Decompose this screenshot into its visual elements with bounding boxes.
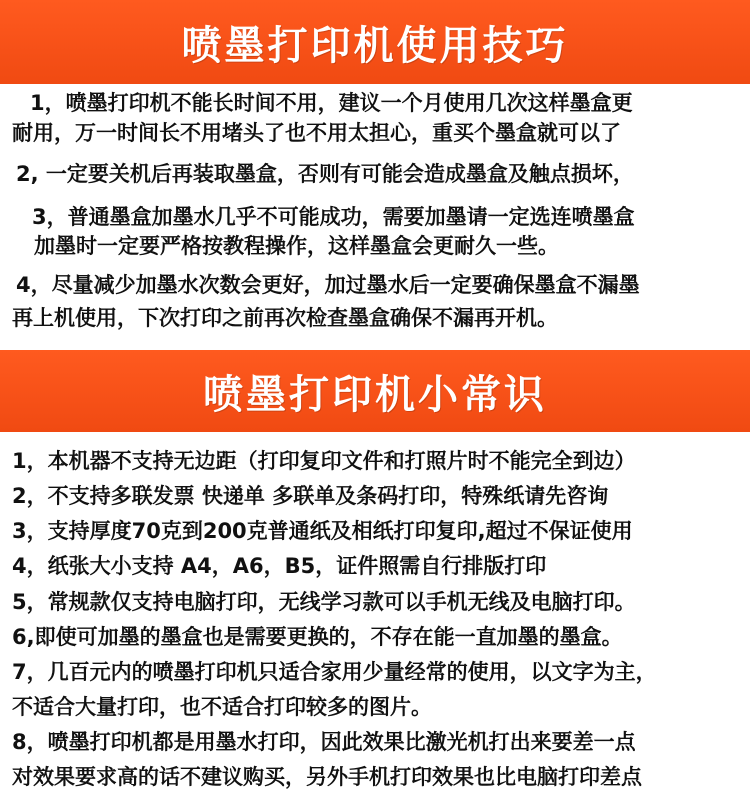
section-title-basics: 喷墨打印机小常识 xyxy=(203,371,547,418)
tip-line: 耐用，万一时间长不用堵头了也不用太担心，重买个墨盒就可以了 xyxy=(12,121,621,145)
fact-line: 7，几百元内的喷墨打印机只适合家用少量经常的使用，以文字为主， xyxy=(12,660,657,684)
fact-line: 8，喷墨打印机都是用墨水打印，因此效果比激光机打出来要差一点 xyxy=(12,730,636,754)
fact-line: 2，不支持多联发票 快递单 多联单及条码打印，特殊纸请先咨询 xyxy=(12,484,609,508)
fact-line: 4，纸张大小支持 A4，A6，B5，证件照需自行排版打印 xyxy=(12,554,547,578)
fact-line: 1，本机器不支持无边距（打印复印文件和打照片时不能完全到边） xyxy=(12,449,636,473)
section-banner-basics xyxy=(0,350,750,432)
fact-line: 对效果要求高的话不建议购买，另外手机打印效果也比电脑打印差点 xyxy=(12,765,642,789)
tip-line: 2, 一定要关机后再装取墨盒，否则有可能会造成墨盒及触点损坏， xyxy=(16,162,634,186)
tip-line: 1，喷墨打印机不能长时间不用，建议一个月使用几次这样墨盒更 xyxy=(30,91,633,115)
fact-line: 6,即使可加墨的墨盒也是需要更换的，不存在能一直加墨的墨盒。 xyxy=(12,625,623,649)
tip-line: 4，尽量减少加墨水次数会更好，加过墨水后一定要确保墨盒不漏墨 xyxy=(16,273,640,297)
section-banner-usage-tips xyxy=(0,0,750,84)
section-title-usage-tips: 喷墨打印机使用技巧 xyxy=(181,22,569,69)
tip-line: 3，普通墨盒加墨水几乎不可能成功，需要加墨请一定选连喷墨盒 xyxy=(32,205,635,229)
tip-line: 再上机使用，下次打印之前再次检查墨盒确保不漏再开机。 xyxy=(12,306,558,330)
fact-line: 3，支持厚度70克到200克普通纸及相纸打印复印,超过不保证使用 xyxy=(12,519,633,543)
fact-line: 5，常规款仅支持电脑打印，无线学习款可以手机无线及电脑打印。 xyxy=(12,590,636,614)
fact-line: 不适合大量打印，也不适合打印较多的图片。 xyxy=(12,695,432,719)
tip-line: 加墨时一定要严格按教程操作，这样墨盒会更耐久一些。 xyxy=(34,234,559,258)
